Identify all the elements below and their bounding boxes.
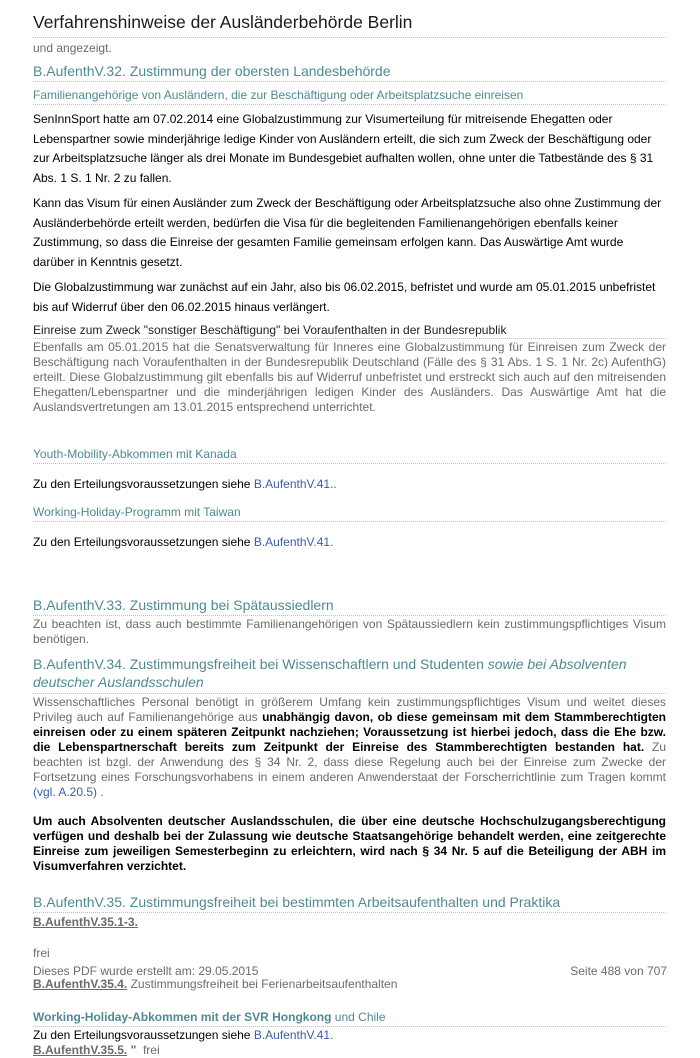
section-35-frei-2: frei — [136, 1043, 160, 1057]
canada-text: Zu den Erteilungsvoraussetzungen siehe — [33, 477, 254, 491]
section-32-paragraph-2: Kann das Visum für einen Ausländer zum Zweck der Beschäftigung oder Arbeitsplatzsuche also ohne Zustimmung der Ausländerbehörde erteilt werden, bedürfen die Visa für die begleitenden Familienangehörigen ebenfalls keiner Zustimmung, so dass die Einreise der gesamten Familie gemeinsam erfolgen kann. Das Auswärtige Amt wurde darüber in Kenntnis gesetzt. — [33, 196, 662, 269]
section-32-paragraph-canada — [33, 476, 666, 493]
section-34-p1-part-b: unabhängig davon, ob diese gemeinsam mit dem Stammberechtigten einreisen oder zu einem späteren Zeitpunkt nachziehen; Voraussetzung ist hierbei jedoch, dass die Ehe bzw. die Lebenspartnerschaft bereits zum Zeitpunkt der Einreise des Stammberechtigten bestanden hat. — [33, 710, 667, 754]
section-32-paragraph-1: SenInnSport hatte am 07.02.2014 eine Globalzustimmung zur Visumerteilung für mitreisende Ehegatten oder Lebenspartner sowie minderjährige ledige Kinder von Ausländern erteilt, die sich zum Zweck der Beschäftigung oder zur Arbeitsplatzsuche länger als drei Monate im Bundesgebiet aufhalten wollen, ohne unter die Tatbestände des § 31 Abs. 1 S. 1 Nr. 2 zu fallen. — [33, 112, 654, 185]
document-page — [33, 12, 666, 1058]
section-35-ref-4: B.AufenthV.35.4. — [33, 977, 128, 991]
section-34-heading-text: B.AufenthV.34. Zustimmungsfreiheit bei Wissenschaftlern und Studenten — [33, 656, 488, 672]
section-32-paragraph-taiwan — [33, 534, 666, 551]
hongkong-rest: und Chile — [331, 1010, 386, 1024]
document-title: Verfahrenshinweise der Ausländerbehörde Berlin — [33, 12, 666, 38]
section-35-ref-1-3: B.AufenthV.35.1-3. — [33, 915, 138, 929]
taiwan-link[interactable]: B.AufenthV.41. — [253, 535, 334, 549]
section-32-paragraph-3: Die Globalzustimmung war zunächst auf ein Jahr, also bis 06.02.2015, befristet und wurde am 05.01.2015 unbefristet bis auf Widerruf über den 06.02.2015 hinaus verlängert. — [33, 280, 656, 314]
section-32-heading: B.AufenthV.32. Zustimmung der obersten Landesbehörde — [33, 63, 666, 82]
taiwan-text: Zu den Erteilungsvoraussetzungen siehe — [33, 535, 254, 549]
section-33-paragraph-1: Zu beachten ist, dass auch bestimmte Familienangehörigen von Spätaussiedlern kein zustimmungspflichtiges Visum benötigen. — [33, 617, 666, 646]
hongkong-text: Zu den Erteilungsvoraussetzungen siehe — [33, 1028, 254, 1042]
hongkong-bold: Working-Holiday-Abkommen mit der SVR Hongkong — [33, 1010, 332, 1024]
section-35-ref-5: B.AufenthV.35.5. — [33, 1043, 128, 1057]
intro-text: und angezeigt. — [33, 41, 112, 55]
footer-created-date: Dieses PDF wurde erstellt am: 29.05.2015 — [33, 964, 259, 978]
footer-page-number: Seite 488 von 707 — [570, 964, 667, 978]
section-35-subheading-hongkong — [33, 1010, 666, 1027]
section-32-subheading-family: Familienangehörige von Ausländern, die zur Beschäftigung oder Arbeitsplatzsuche einreisen — [33, 88, 666, 105]
section-34-heading-italic: sowie bei Absolventen deutscher Auslandsschulen — [33, 656, 627, 690]
section-35-ref-5-line — [33, 1043, 666, 1058]
hongkong-link[interactable]: B.AufenthV.41. — [253, 1028, 334, 1042]
section-35-heading: B.AufenthV.35. Zustimmungsfreiheit bei bestimmten Arbeitsaufenthalten und Praktika — [33, 894, 666, 913]
section-32-subheading-other-employment: Einreise zum Zweck "sonstiger Beschäftigung" bei Voraufenthalten in der Bundesrepublik — [33, 323, 666, 339]
section-35-paragraph-1 — [33, 1028, 666, 1043]
section-34-p1-end: . — [97, 785, 104, 799]
section-34-paragraph-2: Um auch Absolventen deutscher Auslandsschulen, die über eine deutsche Hochschulzugangsberechtigung verfügen und deshalb bei der Zulassung wie deutsche Staatsangehörige behandelt werden, eine zeitgerechte Einreise zum jeweiligen Semesterbeginn zu erleichtern, wird nach § 34 Nr. 5 auf die Beteiligung der ABH im Visumverfahren verzichtet. — [33, 814, 666, 873]
section-35-frei-1: frei — [33, 946, 50, 960]
section-34-p1-part-c: Zu beachten ist bzgl. der Anwendung des § 34 Nr. 2, dass diese Regelung auch bei der Einreise zum Zwecke der Fortsetzung eines Forschungsvorhabens in einem anderen Anwenderstaat der Forscherrichtlinie zum Tragen kommt — [33, 740, 666, 784]
section-34-paragraph-1 — [33, 695, 666, 800]
section-32-subheading-canada: Youth-Mobility-Abkommen mit Kanada — [33, 447, 666, 464]
section-35-ref-5-quote: " — [127, 1043, 137, 1057]
section-34-p1-part-a: Wissenschaftliches Personal benötigt in größerem Umfang kein zustimmungspflichtiges Visum und weitet dieses Privileg auch auf Familienangehörige aus — [33, 695, 666, 724]
section-34-heading — [33, 655, 666, 694]
canada-link[interactable]: B.AufenthV.41.. — [253, 477, 337, 491]
section-32-subheading-taiwan: Working-Holiday-Programm mit Taiwan — [33, 505, 666, 522]
page-footer — [33, 964, 667, 978]
section-32-paragraph-4: Ebenfalls am 05.01.2015 hat die Senatsverwaltung für Inneres eine Globalzustimmung für Einreisen zum Zweck der Beschäftigung nach Voraufenthalten in der Bundesrepublik Deutschland (Fälle des § 31 Abs. 1 S. 1 Nr. 2c) AufenthG) erteilt. Diese Globalzustimmung gilt ebenfalls bis auf Widerruf unbefristet und erstreckt sich auch auf den mitreisenden Ehegatten/Lebenspartner und die minderjährigen ledigen Kinder des Ausländers. Das Auswärtige Amt hat die Auslandsvertretungen am 13.01.2015 entsprechend unterrichtet. — [33, 340, 666, 414]
section-35-ref-4-text: Zustimmungsfreiheit bei Ferienarbeitsaufenthalten — [127, 977, 398, 991]
section-34-ref-link[interactable]: (vgl. A.20.5) — [33, 785, 98, 799]
section-33-heading: B.AufenthV.33. Zustimmung bei Spätaussiedlern — [33, 597, 666, 616]
section-35-ref-4-line — [33, 976, 666, 993]
